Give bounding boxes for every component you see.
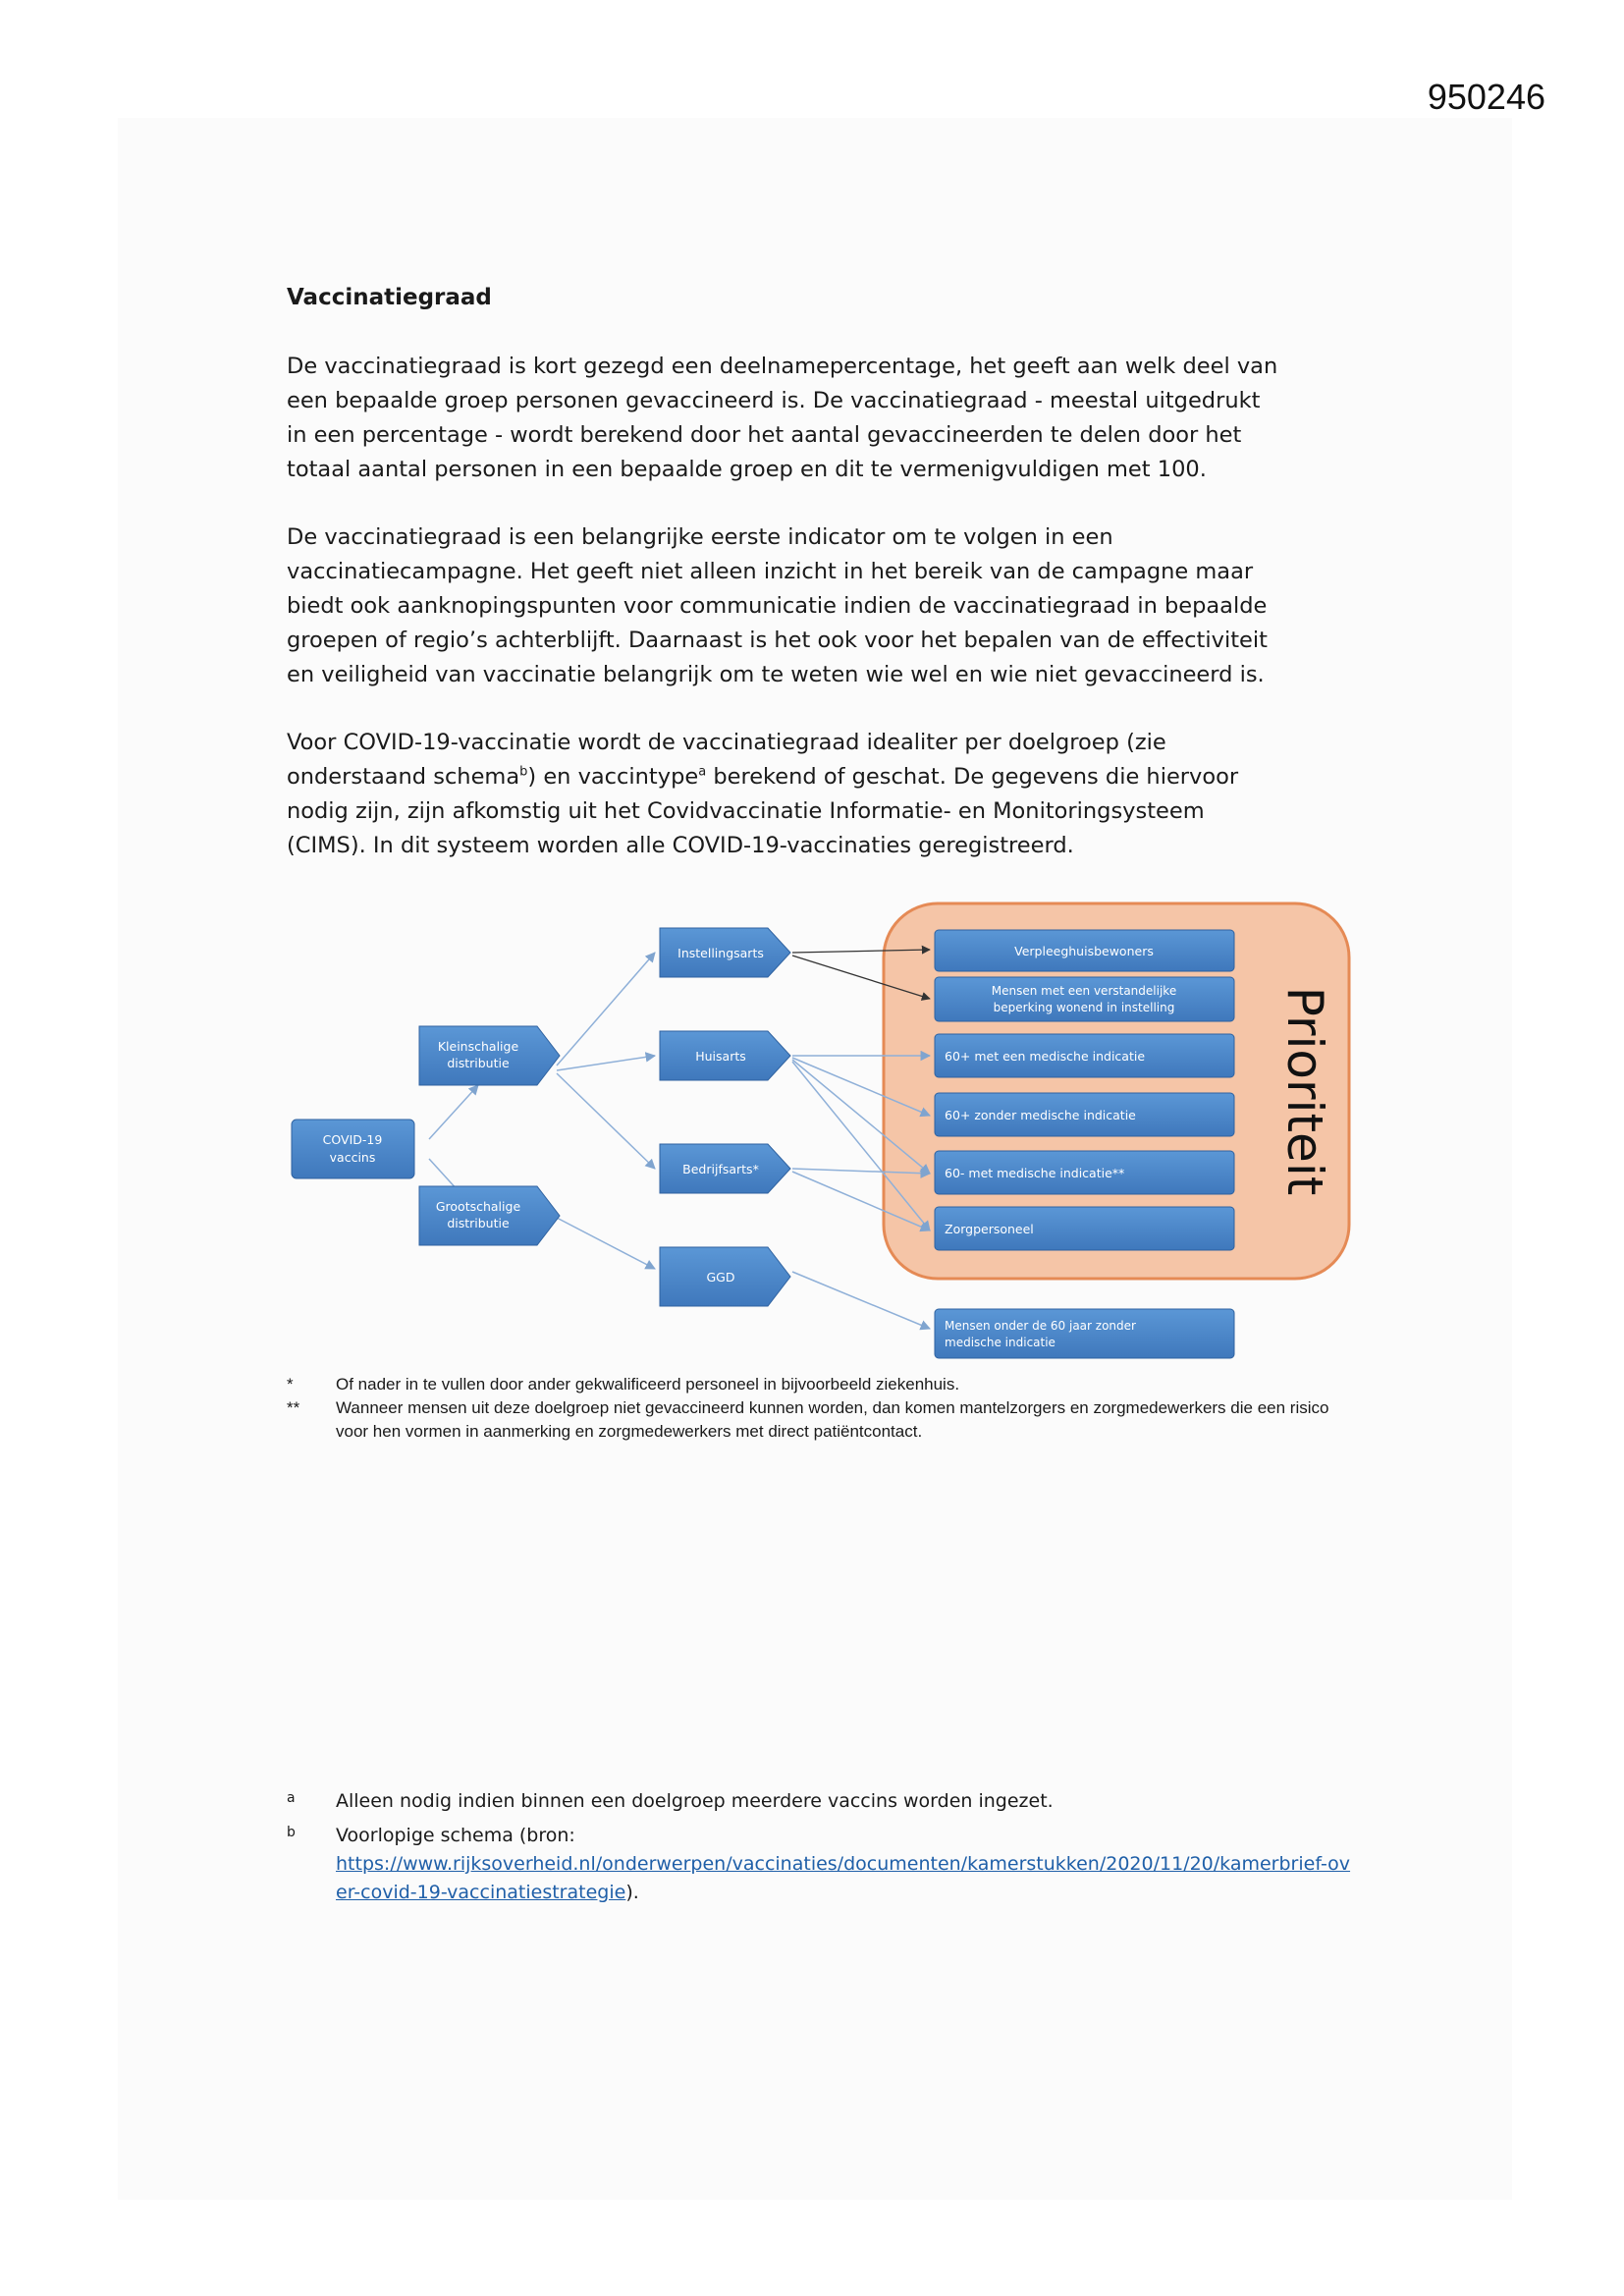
group-verstandelijke-line1: Mensen met een verstandelijke — [991, 984, 1177, 998]
node-bedrijfsarts[interactable] — [660, 1144, 790, 1193]
paragraph-3-part3: berekend of geschat. De gegevens die hiervoor nodig zijn, zijn afkomstig uit het Covidvaccinatie Informatie- en Monitoringsysteem (CIMS). In dit systeem worden alle COVID-19-vaccinaties geregistreerd. — [287, 764, 1239, 858]
group-60plus-zonder-label: 60+ zonder medische indicatie — [945, 1108, 1136, 1122]
group-60plus-zonder-indicatie[interactable] — [935, 1093, 1234, 1136]
node-bedrijfsarts-label: Bedrijfsarts* — [682, 1162, 759, 1176]
node-instellingsarts[interactable] — [660, 928, 790, 977]
note-mark: * — [287, 1375, 294, 1394]
footnote-mark: b — [287, 1825, 296, 1840]
group-60min-label: 60- met medische indicatie** — [945, 1166, 1125, 1180]
node-covid-vaccins[interactable] — [292, 1120, 414, 1178]
group-verpleeghuisbewoners[interactable] — [935, 930, 1234, 971]
node-ggd-label: GGD — [706, 1270, 735, 1285]
group-60min-met-indicatie[interactable] — [935, 1151, 1234, 1194]
footnote-text: Alleen nodig indien binnen een doelgroep meerdere vaccins worden ingezet. — [336, 1790, 1054, 1812]
group-onder-60-line2: medische indicatie — [945, 1336, 1056, 1349]
group-onder-60-zonder-indicatie[interactable] — [935, 1309, 1234, 1358]
main-content — [287, 285, 1347, 897]
section-heading: Vaccinatiegraad — [287, 285, 492, 310]
document-number: 950246 — [1427, 77, 1545, 117]
footnote-ref-b[interactable]: b — [519, 764, 528, 780]
group-zorgpersoneel[interactable] — [935, 1207, 1234, 1250]
node-huisarts[interactable] — [660, 1031, 790, 1080]
node-grootschalige-line2: distributie — [447, 1216, 510, 1230]
note-text: Wanneer mensen uit deze doelgroep niet gevaccineerd kunnen worden, dan komen mantelzorgers en zorgmedewerkers die een risico voor hen vormen in aanmerking en zorgmedewerkers met direct patiëntcontact. — [336, 1398, 1329, 1441]
group-verstandelijke-beperking[interactable] — [935, 977, 1234, 1021]
paragraph-3 — [287, 726, 1347, 863]
group-verstandelijke-line2: beperking wonend in instelling — [993, 1001, 1175, 1014]
group-60plus-met-label: 60+ met een medische indicatie — [945, 1049, 1146, 1064]
source-link[interactable]: https://www.rijksoverheid.nl/onderwerpen/vaccinaties/documenten/kamerstukken/2020/11/20/kamerbrief-over-covid-19-vaccinatiestrategie — [336, 1853, 1351, 1903]
priority-label: Prioriteit — [1276, 986, 1333, 1196]
node-kleinschalige-distributie[interactable] — [419, 1026, 560, 1085]
footnote-b — [287, 1822, 1357, 1907]
paragraph-2: De vaccinatiegraad is een belangrijke eerste indicator om te volgen in een vaccinatiecampagne. Het geeft niet alleen inzicht in het bereik van de campagne maar biedt ook aanknopingspunten voor communicatie indien de vaccinatiegraad in bepaalde groepen of regio’s achterblijft. Daarnaast is het ook voor het bepalen van de effectiviteit en veiligheid van vaccinatie belangrijk om te weten wie wel en wie niet gevaccineerd is. — [287, 524, 1268, 687]
footnote-prefix: Voorlopige schema (bron: — [336, 1825, 575, 1846]
footnote-a — [287, 1787, 1357, 1816]
paragraph-3-part2: ) en vaccintype — [527, 764, 699, 790]
group-60plus-met-indicatie[interactable] — [935, 1034, 1234, 1077]
paragraph-3-part1: Voor COVID-19-vaccinatie wordt de vaccinatiegraad idealiter per doelgroep (zie onderstaand schema — [287, 730, 1166, 790]
node-grootschalige-distributie[interactable] — [419, 1186, 560, 1245]
node-grootschalige-line1: Grootschalige — [435, 1199, 521, 1214]
node-covid-vaccins-line2: vaccins — [329, 1150, 376, 1165]
note-mark: ** — [287, 1398, 300, 1417]
node-instellingsarts-label: Instellingsarts — [677, 946, 764, 960]
footnote-body — [336, 1822, 1357, 1907]
node-ggd[interactable] — [660, 1247, 790, 1306]
note-row — [287, 1396, 1347, 1444]
note-row — [287, 1373, 1347, 1396]
footnote-ref-a[interactable]: a — [698, 764, 707, 780]
node-kleinschalige-line2: distributie — [447, 1056, 510, 1070]
footnotes — [287, 1787, 1357, 1913]
group-onder-60-line1: Mensen onder de 60 jaar zonder — [945, 1319, 1136, 1333]
group-verpleeghuisbewoners-label: Verpleeghuisbewoners — [1014, 944, 1154, 958]
node-kleinschalige-line1: Kleinschalige — [437, 1039, 519, 1054]
footnote-suffix: ). — [625, 1882, 639, 1903]
vaccination-schema-diagram — [287, 899, 1357, 1365]
node-huisarts-label: Huisarts — [695, 1049, 746, 1064]
footnote-mark: a — [287, 1790, 296, 1806]
diagram-notes — [287, 1373, 1347, 1444]
group-zorgpersoneel-label: Zorgpersoneel — [945, 1222, 1034, 1236]
node-covid-vaccins-line1: COVID-19 — [322, 1132, 383, 1147]
note-text: Of nader in te vullen door ander gekwalificeerd personeel in bijvoorbeeld ziekenhuis. — [336, 1375, 960, 1394]
paragraph-1: De vaccinatiegraad is kort gezegd een deelnamepercentage, het geeft aan welk deel van een bepaalde groep personen gevaccineerd is. De vaccinatiegraad - meestal uitgedrukt in een percentage - wordt berekend door het aantal gevaccineerden te delen door het totaal aantal personen in een bepaalde groep en dit te vermenigvuldigen met 100. — [287, 354, 1278, 482]
